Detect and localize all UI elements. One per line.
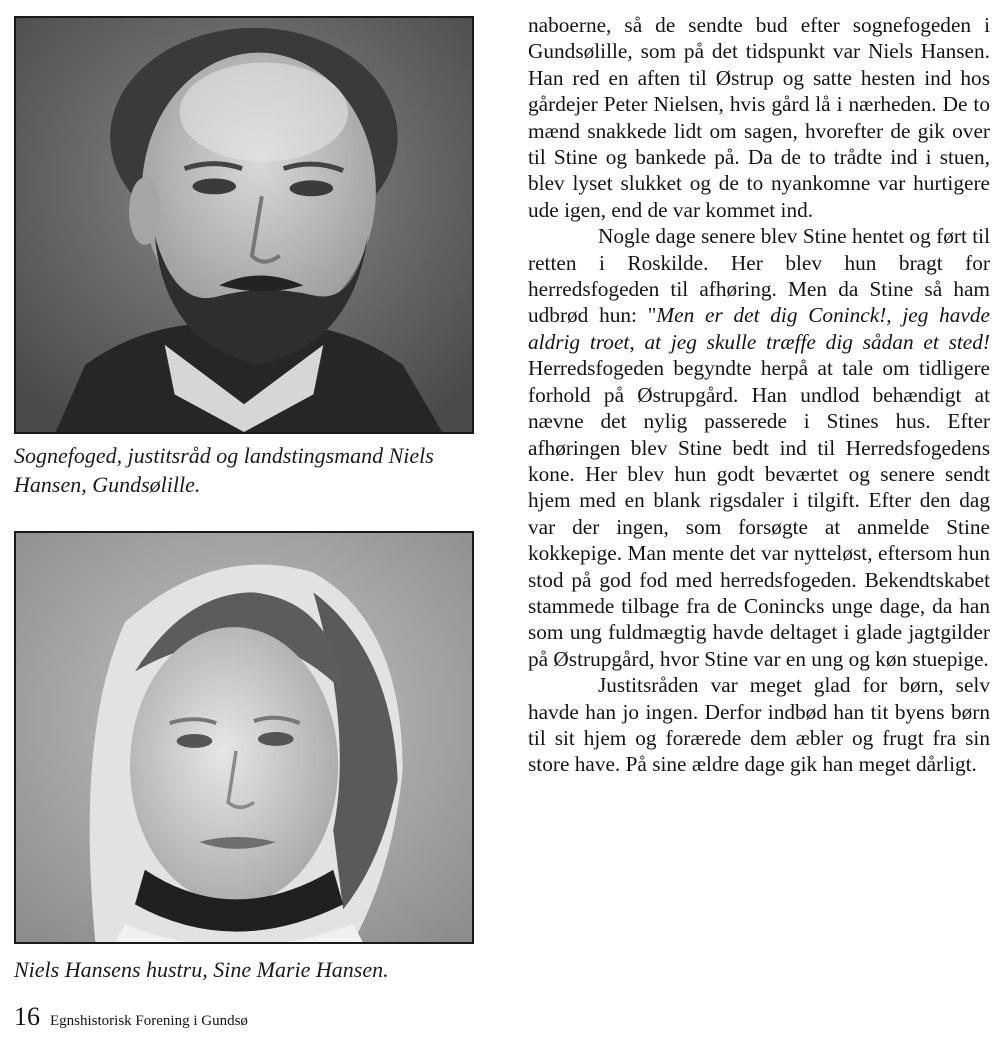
portrait-photo-sine-marie-hansen	[14, 531, 474, 944]
page-number: 16	[14, 1002, 40, 1031]
text-span: Herredsfogeden begyndte herpå at tale om tidligere forhold på Østrupgård. Han undlod behændigt at nævne det nylig passerede i Stines hus. Efter afhøringen blev Stine bedt ind til Herredsfogedens kone. Her blev hun godt beværtet og senere sendt hjem med en blank rigsdaler i tilgift. Efter den dag var der ingen, som forsøgte at anmelde Stine kokkepige. Man mente det var nytteløst, eftersom hun stod på god fod med herredsfogeden. Bekendtskabet stammede tilbage fra de Conincks unge dage, da han som ung fuldmægtig havde deltaget i glade jagtgilder på Østrupgård, hvor Stine var en ung og køn stuepige.	[528, 356, 990, 671]
text-span: Nogle dage senere blev Stine hentet og ført til retten i Roskilde. Her blev hun bragt for herredsfogeden til afhøring. Men da Stine så ham udbrød hun: "	[528, 224, 990, 328]
photo-caption: Niels Hansens hustru, Sine Marie Hansen.	[14, 957, 389, 982]
paragraph	[528, 223, 990, 672]
woman-with-bonnet-portrait-image	[16, 533, 472, 942]
publication-name: Egnshistorisk Forening i Gundsø	[50, 1013, 248, 1029]
quoted-speech: Men er det dig Coninck!, jeg havde aldrig troet, at jeg skulle træffe dig sådan et sted!	[528, 303, 990, 354]
photo-caption: Sognefoged, justitsråd og landstingsmand Niels Hansen, Gundsølille.	[14, 443, 434, 497]
bearded-man-portrait-image	[16, 18, 472, 432]
article-text	[528, 12, 990, 778]
paragraph: naboerne, så de sendte bud efter sognefogeden i Gundsølille, som på det tidspunkt var Niels Hansen. Han red en aften til Østrup og satte hesten ind hos gårdejer Peter Nielsen, hvis gård lå i nærheden. De to mænd snakkede lidt om sagen, hvorefter de gik over til Stine og bankede på. Da de to trådte ind i stuen, blev lyset slukket og de to nyankomne var hurtigere ude igen, end de var kommet ind.	[528, 13, 990, 222]
portrait-photo-niels-hansen	[14, 16, 474, 434]
paragraph: Justitsråden var meget glad for børn, selv havde han jo ingen. Derfor indbød han tit byens børn til sit hjem og forærede dem æbler og frugt fra sin store have. På sine ældre dage gik han meget dårligt.	[528, 673, 990, 777]
page-footer	[14, 1002, 248, 1032]
